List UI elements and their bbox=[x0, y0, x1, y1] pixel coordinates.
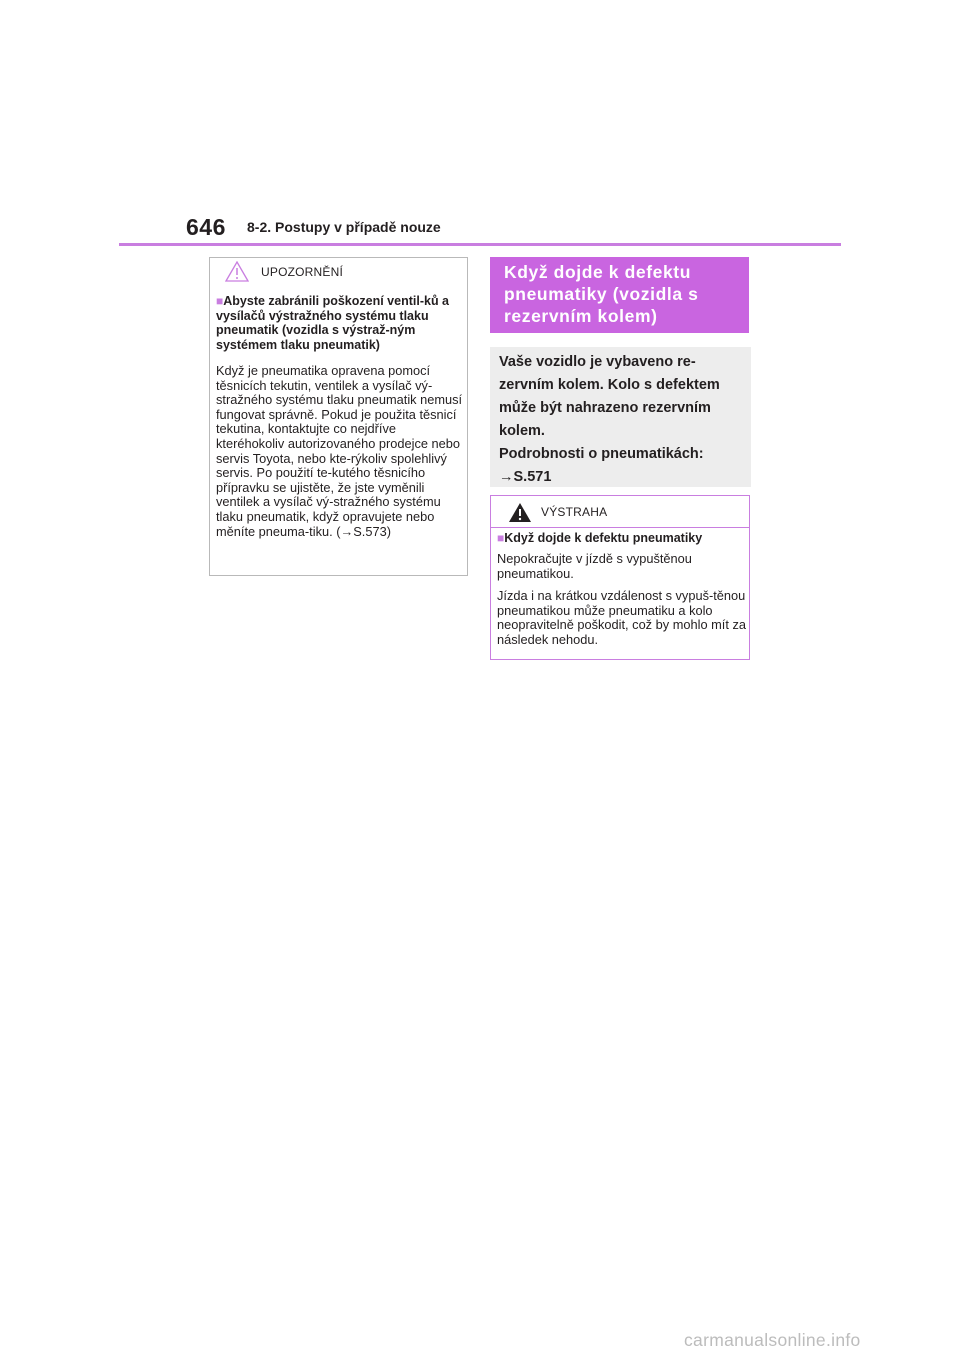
warning-title: VÝSTRAHA bbox=[541, 505, 608, 519]
warning-heading bbox=[497, 531, 747, 545]
caution-header bbox=[210, 258, 467, 286]
caution-title: UPOZORNĚNÍ bbox=[261, 265, 344, 279]
bullet-square-icon: ■ bbox=[497, 531, 505, 545]
section-banner-title: Když dojde k defektu pneumatiky (vozidla s rezervním kolem) bbox=[504, 262, 699, 326]
warning-triangle-icon bbox=[508, 502, 532, 523]
header-divider bbox=[119, 243, 841, 246]
info-reference-link[interactable]: →S.571 bbox=[499, 469, 552, 485]
bullet-square-icon: ■ bbox=[216, 294, 224, 308]
info-details: Podrobnosti o pneumatikách: bbox=[499, 446, 704, 462]
warning-header bbox=[491, 496, 749, 528]
warning-body-2: Jízda i na krátkou vzdálenost s vypuš-těnou pneumatikou může pneumatiku a kolo neopravitelně poškodit, což by mohlo mít za následek nehodu. bbox=[497, 588, 746, 647]
warning-heading-text: Když dojde k defektu pneumatiky bbox=[504, 531, 703, 545]
info-summary: Vaše vozidlo je vybaveno re-zervním kolem. Kolo s defektem může být nahrazeno rezervním kolem. bbox=[499, 354, 720, 439]
info-text bbox=[499, 351, 747, 489]
caution-triangle-icon bbox=[225, 261, 249, 282]
info-box bbox=[490, 347, 751, 487]
page-number: 646 bbox=[186, 214, 226, 240]
caution-box bbox=[209, 257, 468, 576]
caution-heading bbox=[216, 294, 464, 352]
watermark: carmanualsonline.info bbox=[684, 1330, 861, 1350]
section-banner bbox=[490, 257, 749, 333]
warning-body-1: Nepokračujte v jízdě s vypuštěnou pneumatikou. bbox=[497, 551, 692, 581]
section-title: 8-2. Postupy v případě nouze bbox=[247, 219, 441, 235]
warning-box bbox=[490, 495, 750, 660]
caution-heading-text: Abyste zabránili poškození ventil-ků a vysílačů výstražného systému tlaku pneumatik (vozidla s výstraž-ným systémem tlaku pneumatik) bbox=[216, 294, 450, 352]
caution-body: Když je pneumatika opravena pomocí těsnicích tekutin, ventilek a vysílač vý-stražného systému tlaku pneumatik nemusí fungovat správně. Pokud je použita těsnicí tekutina, kontaktujte co nejdříve kteréhokoliv autorizovaného prodejce nebo servis Toyota, nebo kte-rýkoliv spolehlivý servis. Po použití te-kutého těsnicího přípravku se ujistěte, že jste vyměnili ventilek a vysílač vý-stražného systému tlaku pneumatik, když opravujete nebo měníte pneuma-tiku. (→S.573) bbox=[216, 363, 463, 539]
